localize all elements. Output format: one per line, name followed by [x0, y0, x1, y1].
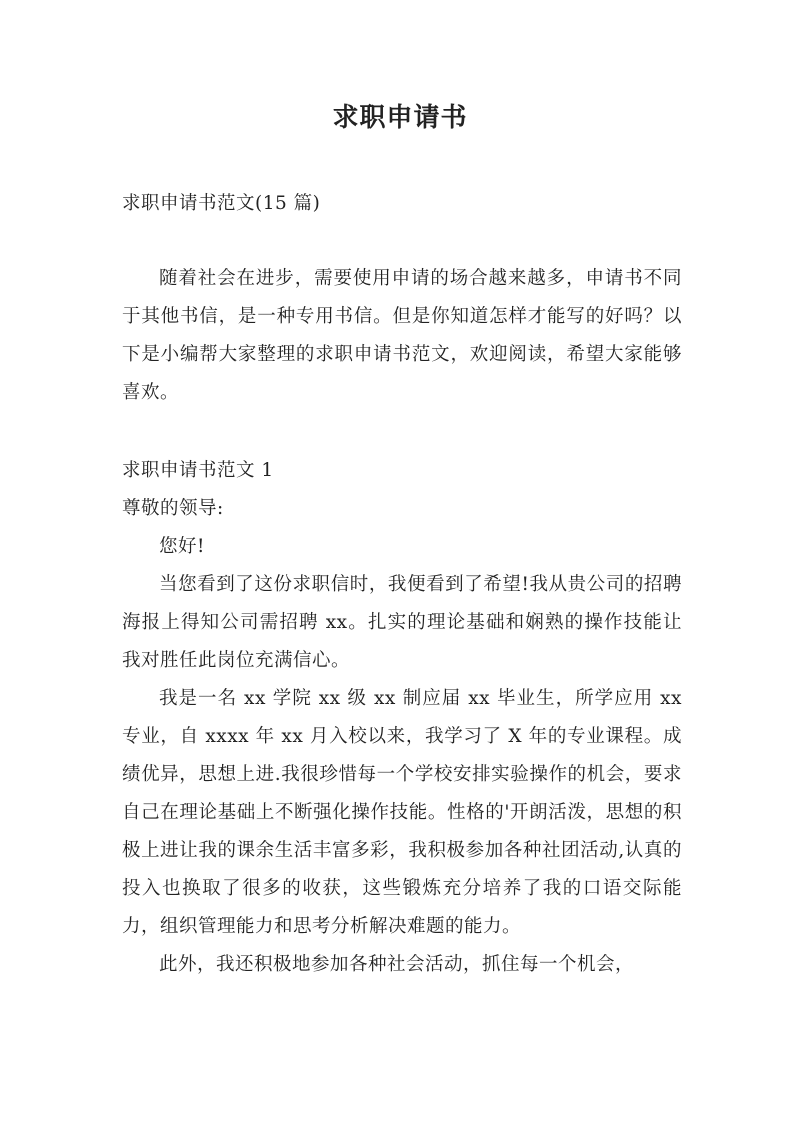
salutation: 尊敬的领导: — [122, 498, 224, 519]
body-paragraph-1: 当您看到了这份求职信时，我便看到了希望!我从贵公司的招聘海报上得知公司需招聘 xx。扎实的理论基础和娴熟的操作技能让我对胜任此岗位充满信心。 — [122, 574, 682, 671]
document-subtitle — [122, 190, 682, 218]
intro-section — [122, 260, 682, 412]
letter-section — [122, 452, 682, 984]
intro-paragraph: 随着社会在进步，需要使用申请的场合越来越多，申请书不同于其他书信，是一种专用书信。但是你知道怎样才能写的好吗？以下是小编帮大家整理的求职申请书范文，欢迎阅读，希望大家能够喜欢。 — [122, 268, 682, 403]
greeting: 您好! — [159, 536, 205, 557]
body-paragraph-2: 我是一名 xx 学院 xx 级 xx 制应届 xx 毕业生，所学应用 xx 专业，自 xxxx 年 xx 月入校以来，我学习了 X 年的专业课程。成绩优异，思想上进.我很珍惜每一个学校安排实验操作的机会，要求自己在理论基础上不断强化操作技能。性格的'开朗活泼，思想的积极上进让我的课余生活丰富多彩，我积极参加各种社团活动,认真的投入也换取了很多的收获，这些锻炼充分培养了我的口语交际能力，组织管理能力和思考分析解决难题的能力。 — [122, 688, 682, 937]
subtitle-text: 求职申请书范文(15 篇) — [122, 193, 321, 214]
section-heading: 求职申请书范文 1 — [122, 460, 274, 481]
body-paragraph-3: 此外，我还积极地参加各种社会活动，抓住每一个机会， — [159, 954, 635, 975]
document-title: 求职申请书 — [332, 103, 468, 133]
